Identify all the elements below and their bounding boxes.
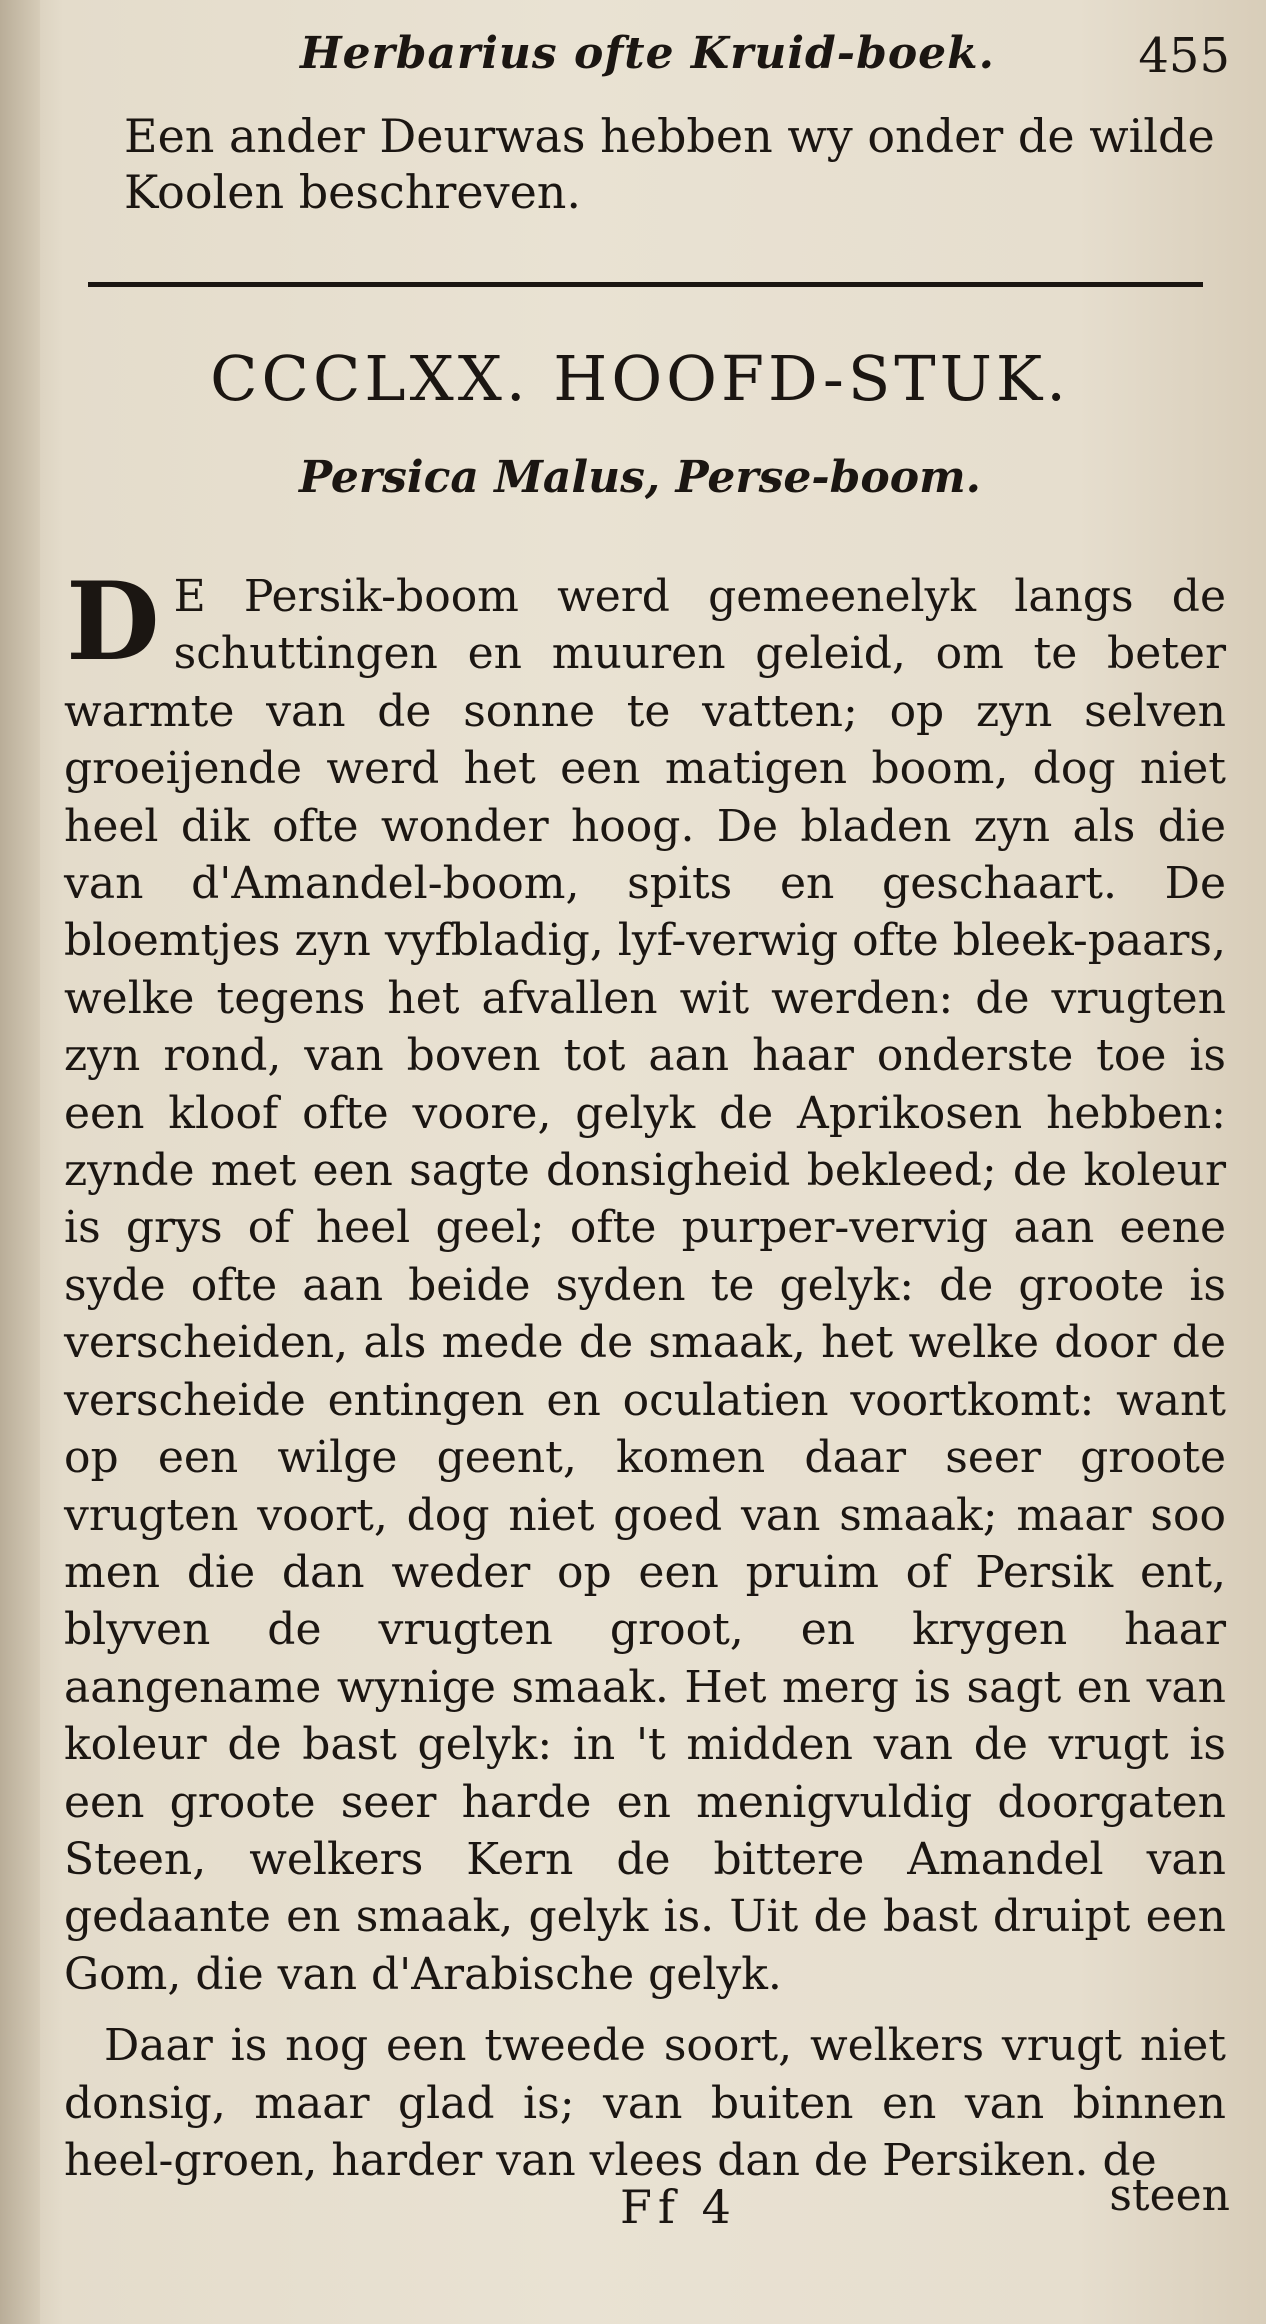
paragraph-1	[64, 559, 1226, 2003]
chapter-subtitle: Persica Malus, Perse-boom.	[299, 452, 981, 503]
chapter-body	[64, 559, 1226, 2189]
page-gutter	[0, 0, 40, 2324]
catchword: steen	[1109, 2170, 1230, 2221]
running-head-title: Herbarius ofte Kruid-boek.	[300, 28, 995, 79]
signature-mark: Ff 4	[620, 2180, 737, 2234]
section-divider	[88, 282, 1203, 287]
previous-chapter-text: Een ander Deurwas hebben wy onder de wilde Koolen beschreven.	[124, 109, 1215, 219]
paragraph-1-text: E Persik-boom werd gemeenelyk langs de schuttingen en muuren geleid, om te beter warmte van de sonne te vatten; op zyn selven groeijende werd het een matigen boom, dog niet heel dik ofte wonder hoog. De bladen zyn als die van d'Amandel-boom, spits en geschaart. De bloemtjes zyn vyfbladig, lyf-verwig ofte bleek-paars, welke tegens het afvallen wit werden: de vrugten zyn rond, van boven tot aan haar onderste toe is een kloof ofte voore, gelyk de Aprikosen hebben: zynde met een sagte donsigheid bekleed; de koleur is grys of heel geel; ofte purper-vervig aan eene syde ofte aan beide syden te gelyk: de groote is verscheiden, als mede de smaak, het welke door de verscheide entingen en oculatien voortkomt: want op een wilge geent, komen daar seer groote vrugten voort, dog niet goed van smaak; maar soo men die dan weder op een pruim of Persik ent, blyven de vrugten groot, en krygen haar aangename wynige smaak. Het merg is sagt en van koleur de bast gelyk: in 't midden van de vrugt is een groote seer harde en menigvuldig doorgaten Steen, welkers Kern de bittere Amandel van gedaante en smaak, gelyk is. Uit de bast druipt een Gom, die van d'Arabische gelyk.	[64, 571, 1226, 2000]
drop-cap: D	[66, 559, 160, 685]
chapter-title: CCCLXX. HOOFD-STUK.	[210, 342, 1070, 415]
page-number: 455	[1138, 28, 1230, 84]
paragraph-2: Daar is nog een tweede soort, welkers vrugt niet donsig, maar glad is; van buiten en van binnen heel-groen, harder van vlees dan de Persiken. de	[64, 2020, 1226, 2186]
running-head	[300, 28, 1230, 98]
